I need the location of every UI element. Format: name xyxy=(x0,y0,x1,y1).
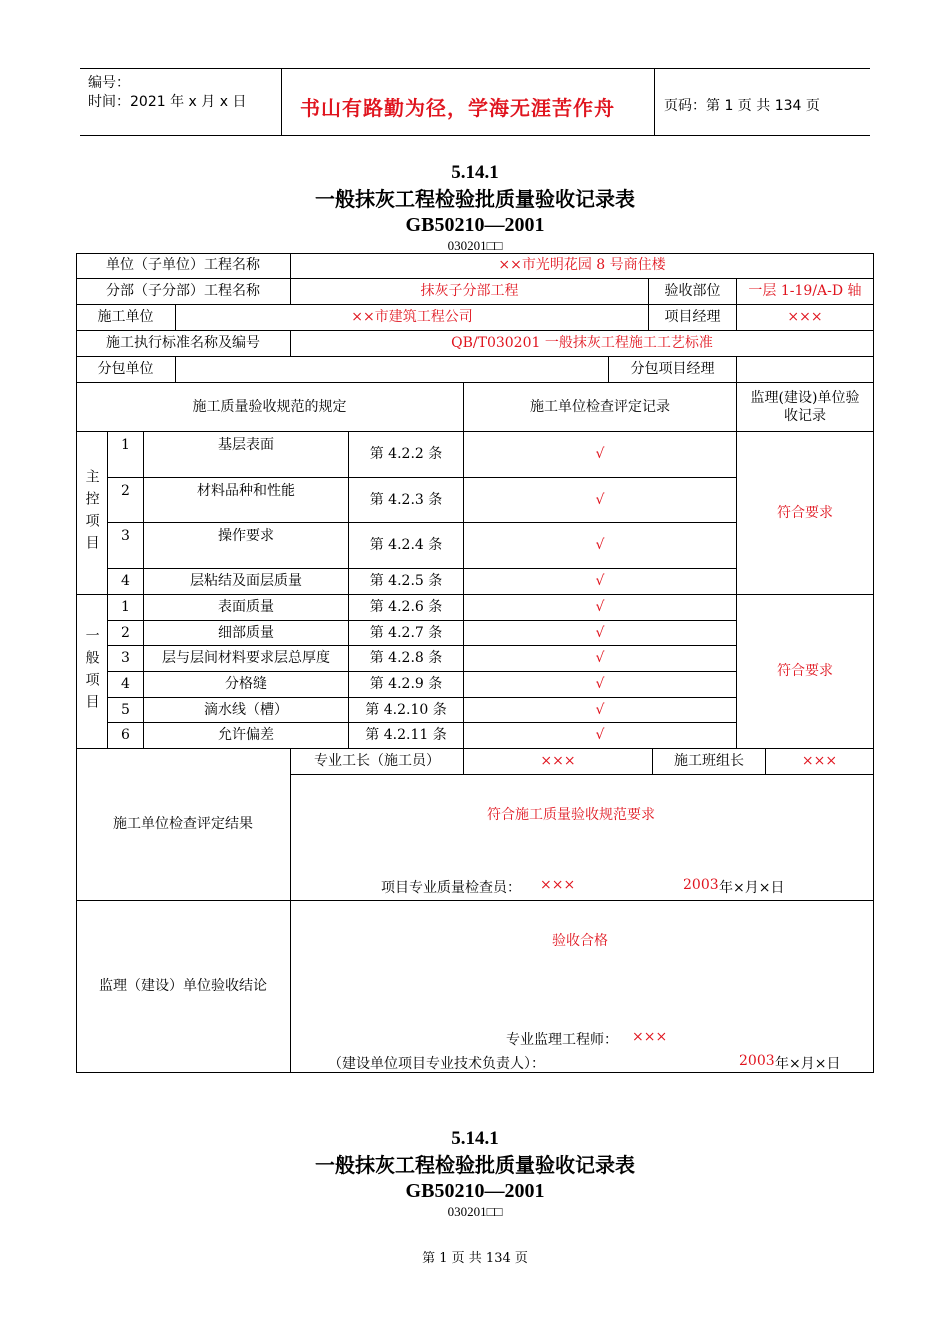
main-item-name: 操作要求 xyxy=(144,523,349,569)
construction-unit-label: 施工单位 xyxy=(76,305,176,331)
supervision-value: 验收合格 xyxy=(552,933,608,949)
form-title: 一般抹灰工程检验批质量验收记录表 xyxy=(315,187,635,211)
form-standard: GB50210—2001 xyxy=(405,214,545,236)
main-item-no: 3 xyxy=(108,523,144,569)
division-value: 抹灰子分部工程 xyxy=(291,279,649,305)
main-item-name: 材料品种和性能 xyxy=(144,478,349,523)
inspector-date-rest: 年×月×日 xyxy=(719,880,785,896)
general-item-no: 5 xyxy=(108,698,144,723)
general-item-name: 允许偏差 xyxy=(144,723,349,749)
team-leader-label: 施工班组长 xyxy=(653,749,766,775)
main-items-result: 符合要求 xyxy=(737,432,874,595)
general-item-no: 1 xyxy=(108,595,144,621)
form-title-repeat: 一般抹灰工程检验批质量验收记录表 xyxy=(315,1153,635,1177)
main-item-name: 基层表面 xyxy=(144,432,349,478)
team-leader-value: ××× xyxy=(766,749,874,775)
project-manager-label: 项目经理 xyxy=(649,305,737,331)
main-item-name: 层粘结及面层质量 xyxy=(144,569,349,595)
main-item-check: √ xyxy=(464,523,737,569)
inspector-value: ××× xyxy=(540,877,576,893)
subcontractor-value xyxy=(176,357,609,383)
form-code: 5.14.1 xyxy=(451,162,499,183)
general-items-text: 一般项目 xyxy=(83,627,100,716)
general-item-clause: 第 4.2.11 条 xyxy=(349,723,464,749)
general-item-clause: 第 4.2.9 条 xyxy=(349,672,464,698)
general-item-no: 4 xyxy=(108,672,144,698)
supervision-date-year: 2003 xyxy=(739,1053,775,1069)
main-item-check: √ xyxy=(464,432,737,478)
general-item-check: √ xyxy=(464,723,737,749)
form-number-repeat: 030201□□ xyxy=(447,1204,503,1219)
check-result-box xyxy=(291,775,874,901)
general-item-no: 3 xyxy=(108,646,144,672)
form-number: 030201□□ xyxy=(447,238,503,253)
spec-header: 施工质量验收规范的规定 xyxy=(76,383,464,432)
general-item-check: √ xyxy=(464,621,737,646)
foreman-value: ××× xyxy=(464,749,653,775)
inspector-label: 项目专业质量检查员： xyxy=(381,880,521,896)
foreman-label: 专业工长（施工员） xyxy=(291,749,464,775)
main-item-clause: 第 4.2.4 条 xyxy=(349,523,464,569)
sub-manager-label: 分包项目经理 xyxy=(609,357,737,383)
title-block-repeat xyxy=(0,1126,950,1220)
main-items-text: 主控项目 xyxy=(83,469,100,557)
form-standard-repeat: GB50210—2001 xyxy=(405,1180,545,1202)
main-item-no: 1 xyxy=(108,432,144,478)
check-result-value: 符合施工质量验收规范要求 xyxy=(487,807,655,823)
header-motto: 书山有路勤为径，学海无涯苦作舟 xyxy=(300,96,615,120)
header-divider-2 xyxy=(654,68,655,136)
general-items-label xyxy=(76,595,108,749)
standard-label: 施工执行标准名称及编号 xyxy=(76,331,291,357)
general-item-name: 层与层间材料要求层总厚度 xyxy=(144,646,349,672)
supervision-date-rest: 年×月×日 xyxy=(775,1056,841,1072)
standard-value: QB/T030201 一般抹灰工程施工工艺标准 xyxy=(291,331,874,357)
general-item-check: √ xyxy=(464,672,737,698)
supervision-label: 监理（建设）单位验收结论 xyxy=(76,901,291,1073)
subcontractor-label: 分包单位 xyxy=(76,357,176,383)
inspection-part-label: 验收部位 xyxy=(649,279,737,305)
division-label: 分部（子分部）工程名称 xyxy=(76,279,291,305)
inspection-part-value: 一层 1-19/A-D 轴 xyxy=(737,279,874,305)
owner-label: （建设单位项目专业技术负责人）： xyxy=(328,1056,545,1072)
header-divider-1 xyxy=(281,68,282,136)
main-item-check: √ xyxy=(464,478,737,523)
engineer-label: 专业监理工程师： xyxy=(506,1032,618,1048)
engineer-value: ××× xyxy=(632,1029,668,1045)
number-label: 编号： xyxy=(88,75,130,91)
main-item-check: √ xyxy=(464,569,737,595)
general-item-clause: 第 4.2.10 条 xyxy=(349,698,464,723)
general-item-clause: 第 4.2.8 条 xyxy=(349,646,464,672)
main-item-clause: 第 4.2.5 条 xyxy=(349,569,464,595)
general-item-name: 细部质量 xyxy=(144,621,349,646)
inspection-form xyxy=(76,253,874,1073)
main-item-no: 2 xyxy=(108,478,144,523)
page-code: 页码：第 1 页 共 134 页 xyxy=(664,98,820,114)
main-items-label xyxy=(76,432,108,595)
general-item-no: 6 xyxy=(108,723,144,749)
general-item-clause: 第 4.2.6 条 xyxy=(349,595,464,621)
general-item-name: 分格缝 xyxy=(144,672,349,698)
form-code-repeat: 5.14.1 xyxy=(451,1128,499,1149)
title-block xyxy=(0,160,950,254)
general-item-no: 2 xyxy=(108,621,144,646)
project-manager-value: ××× xyxy=(737,305,874,331)
unit-project-value: ××市光明花园 8 号商住楼 xyxy=(291,253,874,279)
unit-project-label: 单位（子单位）工程名称 xyxy=(76,253,291,279)
time-label: 时间：2021 年 x 月 x 日 xyxy=(88,94,247,110)
general-items-result: 符合要求 xyxy=(737,595,874,749)
page-footer: 第 1 页 共 134 页 xyxy=(422,1251,528,1266)
general-item-name: 表面质量 xyxy=(144,595,349,621)
check-result-label: 施工单位检查评定结果 xyxy=(76,749,291,901)
main-item-clause: 第 4.2.3 条 xyxy=(349,478,464,523)
check-record-header: 施工单位检查评定记录 xyxy=(464,383,737,432)
header-bottom-rule xyxy=(80,135,870,136)
general-item-name: 滴水线（槽） xyxy=(144,698,349,723)
supervision-header: 监理(建设)单位验收记录 xyxy=(737,383,874,432)
inspector-date-year: 2003 xyxy=(683,877,719,893)
general-item-check: √ xyxy=(464,698,737,723)
sub-manager-value xyxy=(737,357,874,383)
main-item-no: 4 xyxy=(108,569,144,595)
main-item-clause: 第 4.2.2 条 xyxy=(349,432,464,478)
construction-unit-value: ××市建筑工程公司 xyxy=(176,305,649,331)
general-item-check: √ xyxy=(464,595,737,621)
general-item-clause: 第 4.2.7 条 xyxy=(349,621,464,646)
general-item-check: √ xyxy=(464,646,737,672)
header-top-rule xyxy=(80,68,870,69)
